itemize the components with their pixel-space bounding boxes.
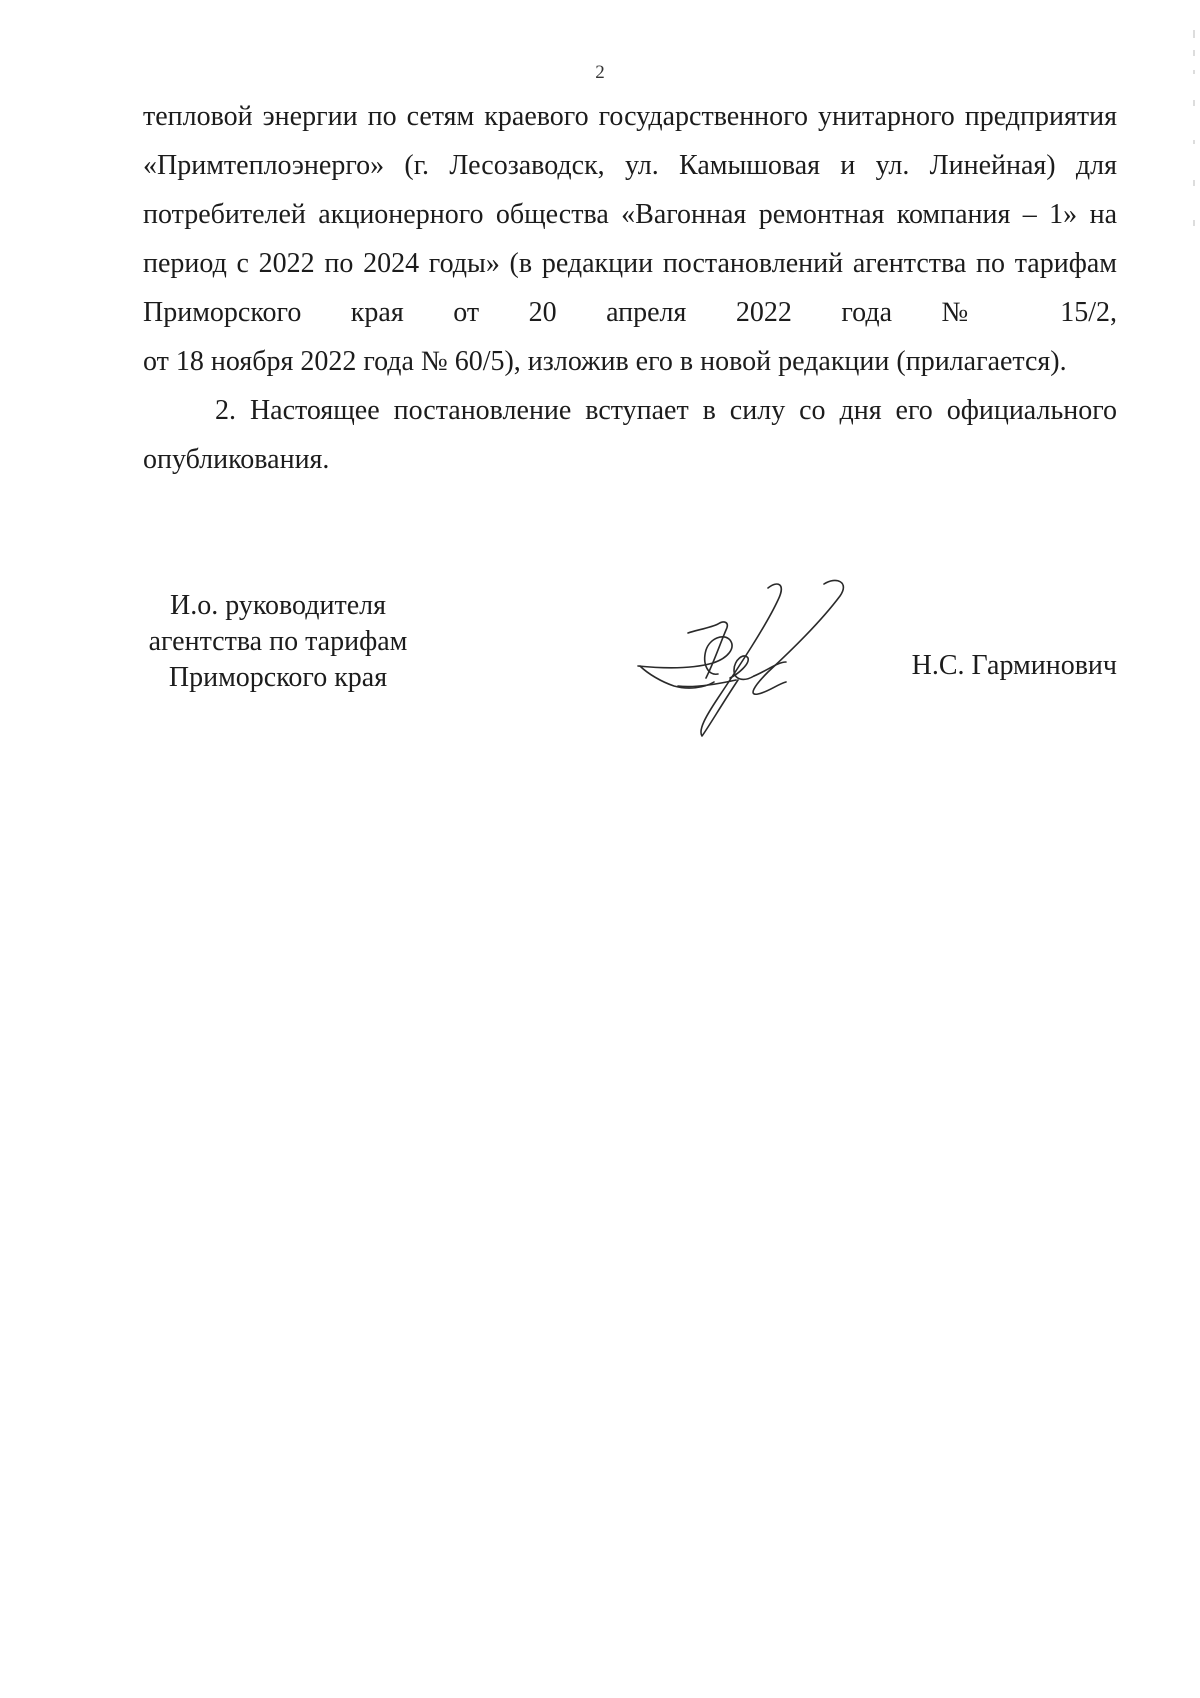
- signatory-name: Н.С. Гарминович: [911, 650, 1117, 681]
- signatory-position-line: И.о. руководителя: [169, 590, 386, 621]
- signatory-position-line: Приморского края: [168, 662, 388, 693]
- paragraph-2-line: опубликования.: [143, 444, 330, 475]
- handwritten-signature: [618, 578, 858, 748]
- paragraph-1-line: от 18 ноября 2022 года № 60/5), изложив его в новой редакции (прилагается).: [143, 346, 1067, 377]
- signature-block: [143, 588, 1117, 758]
- signatory-position: [143, 588, 413, 696]
- document-body: [143, 92, 1117, 484]
- paragraph-1-line: период с 2022 по 2024 годы» (в редакции постановлений агентства по тарифам: [143, 248, 1117, 279]
- paragraph-1-line: «Примтеплоэнерго» (г. Лесозаводск, ул. Камышовая и ул. Линейная) для: [143, 150, 1117, 181]
- scan-edge-marks: [1192, 30, 1196, 230]
- paragraph-1-line: Приморского края от 20 апреля 2022 года № 15/2,: [143, 297, 1117, 328]
- paragraph-1-line: потребителей акционерного общества «Вагонная ремонтная компания – 1» на: [143, 199, 1117, 230]
- paragraph-2-line: 2. Настоящее постановление вступает в силу со дня его официального: [215, 395, 1117, 426]
- signatory-position-line: агентства по тарифам: [148, 626, 408, 657]
- page-number: 2: [595, 62, 605, 83]
- paragraph-1-line: тепловой энергии по сетям краевого государственного унитарного предприятия: [143, 101, 1117, 132]
